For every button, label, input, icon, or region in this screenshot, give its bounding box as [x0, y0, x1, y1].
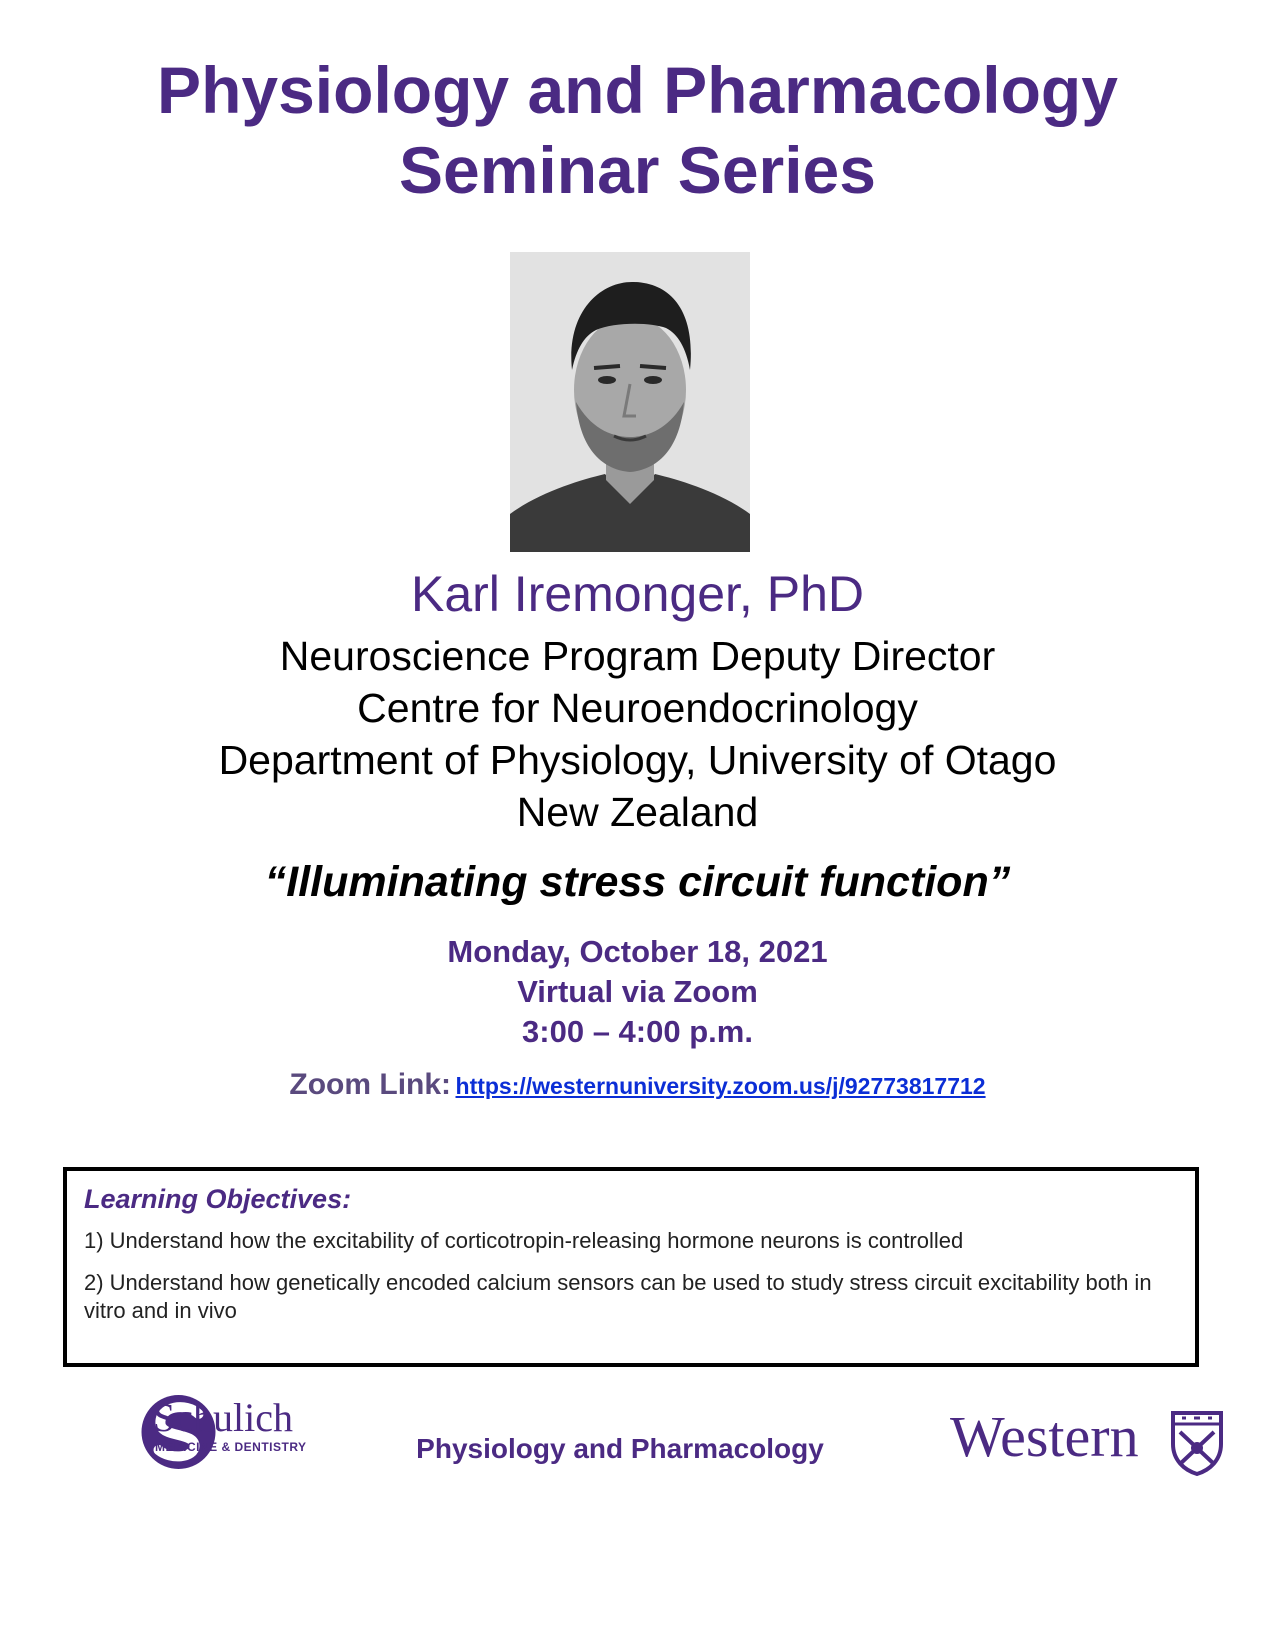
affiliation-line: Neuroscience Program Deputy Director [279, 633, 996, 679]
affiliation-line: Centre for Neuroendocrinology [357, 685, 918, 731]
western-crest-icon [1170, 1410, 1224, 1476]
learning-objectives-heading: Learning Objectives: [84, 1184, 352, 1214]
affiliation-line: New Zealand [516, 789, 759, 835]
event-date: Monday, October 18, 2021 [447, 934, 828, 969]
learning-objectives-box [63, 1167, 1199, 1367]
event-details [0, 932, 1275, 1052]
schulich-subtitle: MEDICINE & DENTISTRY [155, 1440, 307, 1454]
title-line-2: Seminar Series [399, 133, 876, 207]
speaker-name: Karl Iremonger, PhD [411, 566, 864, 622]
western-wordmark: Western [950, 1404, 1139, 1469]
schulich-wordmark: Schulich [153, 1395, 293, 1440]
zoom-link-row [0, 1068, 1275, 1102]
zoom-link-label: Zoom Link: [289, 1068, 452, 1101]
speaker-portrait [510, 252, 750, 552]
event-location: Virtual via Zoom [517, 974, 758, 1009]
speaker-affiliations [0, 630, 1275, 838]
learning-objective-item: 1) Understand how the excitability of corticotropin-releasing hormone neurons is controlled [84, 1228, 964, 1253]
event-time: 3:00 – 4:00 p.m. [522, 1014, 753, 1049]
talk-title: “Illuminating stress circuit function” [264, 858, 1011, 906]
footer-department: Physiology and Pharmacology [416, 1433, 824, 1464]
seminar-series-title [0, 50, 1275, 210]
learning-objective-item: 2) Understand how genetically encoded calcium sensors can be used to study stress circuit excitability both in vitro and in vivo [84, 1270, 1152, 1323]
speaker-portrait-icon [510, 252, 750, 552]
affiliation-line: Department of Physiology, University of Otago [218, 737, 1057, 783]
title-line-1: Physiology and Pharmacology [157, 53, 1118, 127]
zoom-link[interactable]: https://westernuniversity.zoom.us/j/92773817712 [455, 1073, 986, 1099]
